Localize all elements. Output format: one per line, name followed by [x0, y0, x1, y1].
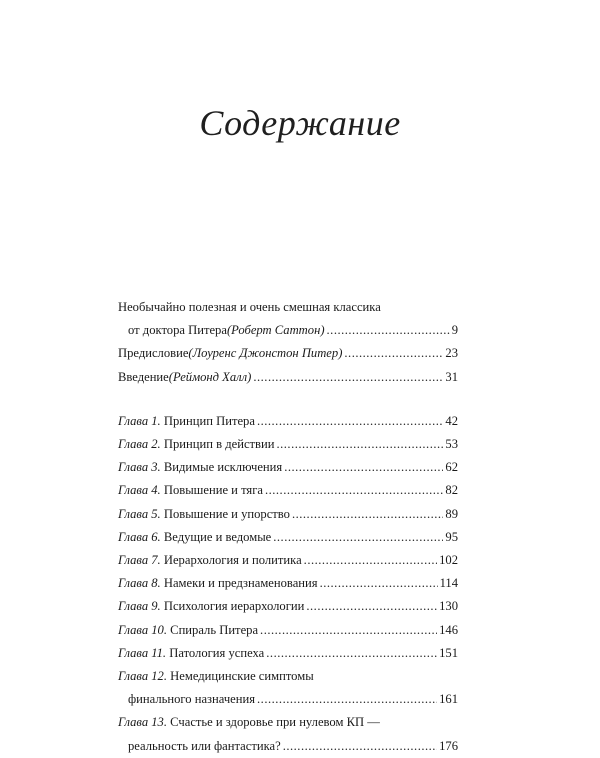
chapter-title: Ведущие и ведомые — [163, 529, 272, 544]
chapter-label: Глава 5. — [118, 506, 161, 521]
chapter-label: Глава 1. — [118, 413, 161, 428]
toc-page-number: 114 — [439, 576, 458, 591]
table-of-contents — [118, 296, 458, 758]
toc-entry-chapter-2 — [118, 433, 458, 456]
toc-entry-title: Введение — [118, 369, 169, 384]
chapter-title: Немедицинские симптомы — [170, 669, 314, 684]
toc-leader-dots — [266, 642, 437, 665]
toc-entry-author: (Лоуренс Джонстон Питер) — [188, 346, 343, 361]
page-title: Содержание — [199, 103, 401, 144]
toc-leader-dots — [276, 433, 443, 456]
toc-entry-chapter-4 — [118, 479, 458, 502]
toc-page-number: 9 — [451, 323, 458, 338]
toc-entry-introduction — [118, 366, 458, 389]
toc-leader-dots — [320, 572, 438, 595]
chapter-title: Принцип в действии — [163, 437, 275, 452]
toc-entry-chapter-10 — [118, 619, 458, 642]
toc-page-number: 53 — [445, 437, 458, 452]
chapter-label: Глава 2. — [118, 437, 161, 452]
chapter-title: Спираль Питера — [170, 622, 259, 637]
toc-entry-chapter-6 — [118, 526, 458, 549]
chapter-title: Иерархология и политика — [163, 553, 302, 568]
toc-entry-chapter-11 — [118, 642, 458, 665]
toc-leader-dots — [306, 595, 437, 618]
toc-leader-dots — [257, 410, 443, 433]
toc-entry-author: (Роберт Саттон) — [226, 323, 325, 338]
toc-entry-chapter-9 — [118, 595, 458, 618]
toc-leader-dots — [327, 319, 450, 342]
toc-page-number: 161 — [439, 692, 458, 707]
chapter-label: Глава 8. — [118, 576, 161, 591]
toc-page-number: 151 — [439, 645, 458, 660]
chapter-label: Глава 13. — [118, 715, 168, 730]
chapter-title: Принцип Питера — [163, 413, 255, 428]
toc-entry-title: Предисловие — [118, 346, 189, 361]
toc-entry-chapter-13 — [118, 711, 458, 757]
toc-leader-dots — [284, 456, 443, 479]
chapter-label: Глава 11. — [118, 645, 167, 660]
chapter-label: Глава 12. — [118, 669, 168, 684]
toc-leader-dots — [260, 619, 437, 642]
toc-page-number: 62 — [445, 460, 458, 475]
toc-entry-chapter-1 — [118, 410, 458, 433]
toc-page-number: 23 — [445, 346, 458, 361]
toc-page-number: 31 — [445, 369, 458, 384]
chapter-title: Повышение и упорство — [163, 506, 290, 521]
toc-entry-title: Необычайно полезная и очень смешная классика — [118, 300, 381, 314]
toc-entry-author: (Реймонд Халл) — [168, 369, 252, 384]
toc-entry-chapter-5 — [118, 503, 458, 526]
chapter-title: Намеки и предзнаменования — [163, 576, 318, 591]
toc-leader-dots — [283, 735, 437, 758]
toc-page-number: 102 — [439, 553, 458, 568]
toc-leader-dots — [344, 342, 443, 365]
toc-page-number: 89 — [445, 506, 458, 521]
chapter-title: Счастье и здоровье при нулевом КП — — [170, 715, 380, 730]
chapter-label: Глава 9. — [118, 599, 161, 614]
chapter-title: Патология успеха — [169, 645, 265, 660]
toc-leader-dots — [273, 526, 443, 549]
toc-leader-dots — [257, 688, 437, 711]
toc-entry-chapter-12 — [118, 665, 458, 711]
toc-page-number: 82 — [445, 483, 458, 498]
chapter-title-cont: реальность или фантастика? — [128, 738, 281, 753]
toc-leader-dots — [265, 479, 443, 502]
toc-entry-chapter-7 — [118, 549, 458, 572]
chapter-list — [118, 410, 458, 758]
chapter-label: Глава 7. — [118, 553, 161, 568]
chapter-title: Повышение и тяга — [163, 483, 263, 498]
chapter-label: Глава 6. — [118, 529, 161, 544]
chapter-title-cont: финального назначения — [128, 692, 256, 707]
toc-leader-dots — [292, 503, 443, 526]
chapter-title: Психология иерархологии — [163, 599, 305, 614]
toc-entry-foreword-sutton — [118, 296, 458, 342]
toc-leader-dots — [304, 549, 437, 572]
chapter-label: Глава 4. — [118, 483, 161, 498]
toc-page-number: 95 — [445, 529, 458, 544]
toc-entry-chapter-3 — [118, 456, 458, 479]
toc-entry-preface — [118, 342, 458, 365]
chapter-title: Видимые исключения — [163, 460, 283, 475]
toc-leader-dots — [253, 366, 443, 389]
toc-page-number: 176 — [439, 738, 458, 753]
toc-entry-title-cont: от доктора Питера — [128, 323, 227, 338]
toc-entry-chapter-8 — [118, 572, 458, 595]
chapter-label: Глава 10. — [118, 622, 168, 637]
toc-page-number: 146 — [439, 622, 458, 637]
chapter-label: Глава 3. — [118, 460, 161, 475]
toc-page-number: 130 — [439, 599, 458, 614]
section-spacer — [118, 389, 458, 410]
toc-page-number: 42 — [445, 413, 458, 428]
